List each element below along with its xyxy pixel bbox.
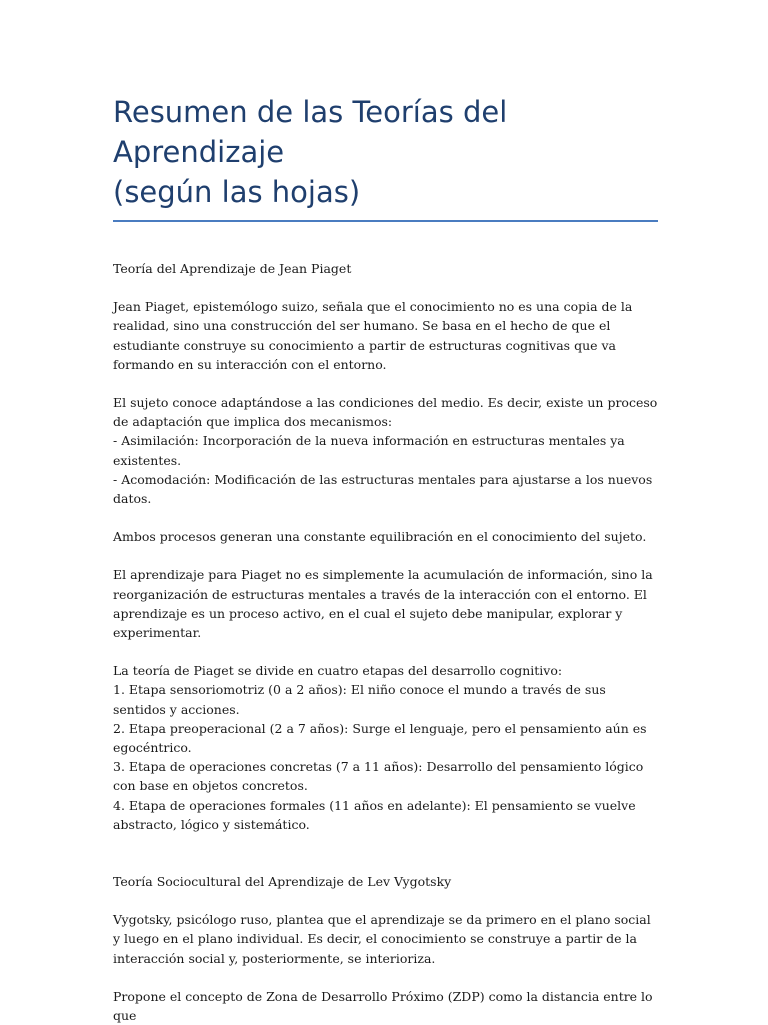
document-title-line-2: (según las hojas) xyxy=(113,175,361,209)
piaget-stages-list xyxy=(113,680,658,834)
stage-preoperational: 2. Etapa preoperacional (2 a 7 años): Surge el lenguaje, pero el pensamiento aún es egocéntrico. xyxy=(113,720,647,756)
stage-concrete-operations: 3. Etapa de operaciones concretas (7 a 11 años): Desarrollo del pensamiento lógico con base en objetos concretos. xyxy=(113,759,644,794)
piaget-adaptation-paragraph: El sujeto conoce adaptándose a las condiciones del medio. Es decir, existe un proceso de adaptación que implica dos mecanismos: xyxy=(113,395,658,430)
piaget-stages-intro: La teoría de Piaget se divide en cuatro etapas del desarrollo cognitivo: xyxy=(113,663,563,679)
document-title xyxy=(113,92,658,222)
document-content xyxy=(113,92,658,1025)
vygotsky-zdp-paragraph: Propone el concepto de Zona de Desarrollo Próximo (ZDP) como la distancia entre lo que xyxy=(113,988,653,1024)
piaget-learning-paragraph: El aprendizaje para Piaget no es simplemente la acumulación de información, sino la reorganización de estructuras mentales a través de la interacción con el entorno. El aprendizaje es un proceso activo, en el cual el sujeto debe manipular, explorar y experimentar. xyxy=(113,567,653,641)
piaget-equilibration-paragraph: Ambos procesos generan una constante equilibración en el conocimiento del sujeto. xyxy=(113,529,647,545)
stage-sensorimotor: 1. Etapa sensoriomotriz (0 a 2 años): El niño conoce el mundo a través de sus sentidos y acciones. xyxy=(113,682,606,717)
vygotsky-heading: Teoría Sociocultural del Aprendizaje de Lev Vygotsky xyxy=(113,874,452,890)
mechanism-assimilation: - Asimilación: Incorporación de la nueva información en estructuras mentales ya existentes. xyxy=(113,433,625,468)
mechanism-accommodation: - Acomodación: Modificación de las estructuras mentales para ajustarse a los nuevos datos. xyxy=(113,471,653,507)
stage-formal-operations: 4. Etapa de operaciones formales (11 años en adelante): El pensamiento se vuelve abstracto, lógico y sistemático. xyxy=(113,797,636,832)
piaget-intro-paragraph: Jean Piaget, epistemólogo suizo, señala que el conocimiento no es una copia de la realidad, sino una construcción del ser humano. Se basa en el hecho de que el estudiante construye su conocimiento a partir de estructuras cognitivas que va formando en su interacción con el entorno. xyxy=(113,299,633,372)
vygotsky-intro-paragraph: Vygotsky, psicólogo ruso, plantea que el aprendizaje se da primero en el plano social y luego en el plano individual. Es decir, el conocimiento se construye a partir de la interacción social y, posteriormente, se interioriza. xyxy=(113,912,651,966)
document-title-line-1: Resumen de las Teorías del Aprendizaje xyxy=(113,95,508,169)
piaget-mechanisms-list xyxy=(113,431,658,508)
piaget-heading: Teoría del Aprendizaje de Jean Piaget xyxy=(113,261,352,276)
